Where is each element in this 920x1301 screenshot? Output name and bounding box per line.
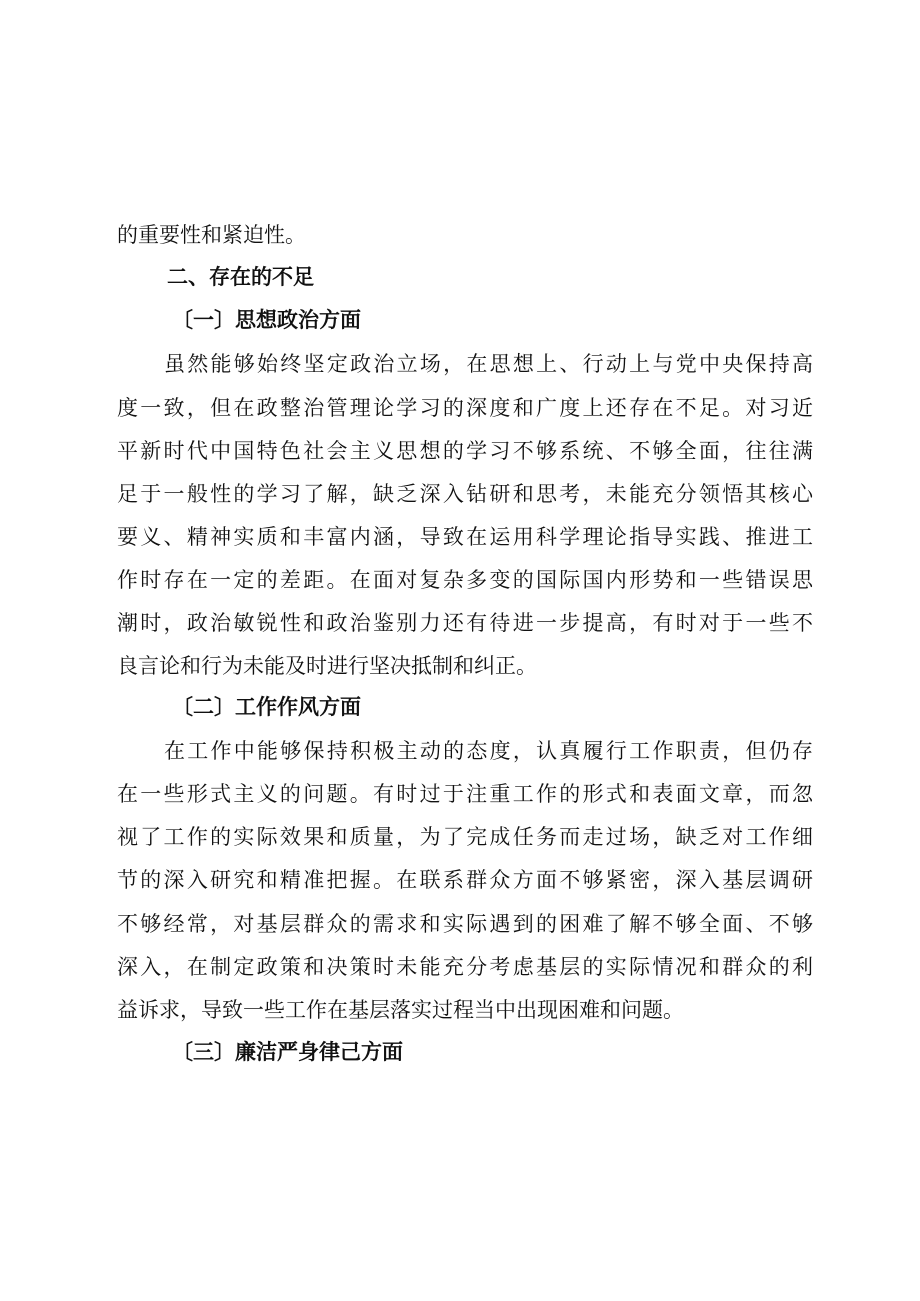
carry-over-text: 的重要性和紧迫性。 <box>117 223 306 247</box>
section-heading: 二、存在的不足 <box>167 264 314 289</box>
paragraph-line: 良言论和行为未能及时进行坚决抵制和纠正。 <box>117 654 537 678</box>
paragraph-line: 足于一般性的学习了解，缺乏深入钻研和思考，未能充分领悟其核心 <box>117 482 813 506</box>
paragraph-line: 平新时代中国特色社会主义思想的学习不够系统、不够全面，往往满 <box>117 439 813 463</box>
paragraph-line: 在一些形式主义的问题。有时过于注重工作的形式和表面文章，而忽 <box>117 782 813 806</box>
subsection-heading-2: 〔二〕工作作风方面 <box>172 694 361 719</box>
paragraph-line: 不够经常，对基层群众的需求和实际遇到的困难了解不够全面、不够 <box>117 912 813 936</box>
paragraph-line: 益诉求，导致一些工作在基层落实过程当中出现困难和问题。 <box>117 998 684 1022</box>
paragraph-line: 视了工作的实际效果和质量，为了完成任务而走过场，缺乏对工作细 <box>117 825 813 849</box>
paragraph-line: 作时存在一定的差距。在面对复杂多变的国际国内形势和一些错误思 <box>117 568 813 592</box>
paragraph-line: 在工作中能够保持积极主动的态度，认真履行工作职责，但仍存 <box>164 739 813 763</box>
subsection-heading-1: 〔一〕思想政治方面 <box>172 307 361 332</box>
subsection-heading-3: 〔三〕廉洁严身律己方面 <box>172 1039 403 1064</box>
paragraph-line: 度一致，但在政整治管理论学习的深度和广度上还存在不足。对习近 <box>117 396 813 420</box>
paragraph-line: 要义、精神实质和丰富内涵，导致在运用科学理论指导实践、推进工 <box>117 525 813 549</box>
paragraph-line: 深入，在制定政策和决策时未能充分考虑基层的实际情况和群众的利 <box>117 955 813 979</box>
paragraph-line: 潮时，政治敏锐性和政治鉴别力还有待进一步提高，有时对于一些不 <box>117 611 813 635</box>
paragraph-line: 虽然能够始终坚定政治立场，在思想上、行动上与党中央保持高 <box>164 352 813 376</box>
paragraph-line: 节的深入研究和精准把握。在联系群众方面不够紧密，深入基层调研 <box>117 868 813 892</box>
